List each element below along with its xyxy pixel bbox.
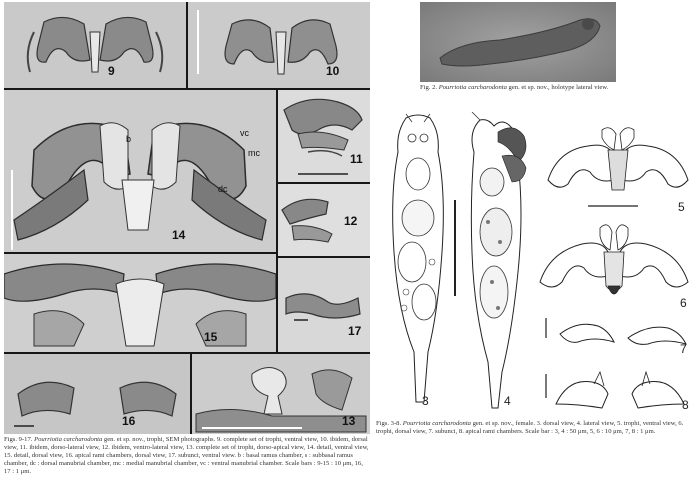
holotype-photo bbox=[420, 2, 616, 82]
caption-fig-2 bbox=[420, 84, 620, 92]
panel-label-11: 11 bbox=[350, 152, 363, 166]
drawing-label-7: 7 bbox=[680, 342, 687, 356]
sem-panel-17 bbox=[278, 258, 370, 352]
drawing-label-3: 3 bbox=[422, 394, 429, 408]
structure-label-vc: vc bbox=[240, 128, 249, 138]
sem-panel-10 bbox=[188, 2, 370, 88]
caption-right-prefix: Figs. 3-8. bbox=[376, 420, 402, 427]
caption-right-text: gen. et sp. nov., female. 3. dorsal view, 4. lateral view, 5. trophi, ventral view, 6. trophi, dorsal view, 7. subunci, 8. apical rami chambers. Scale bar : 3, 4 : 50 μm, 5, 6 : 10 μm, 7, 8 : 1 μm. bbox=[376, 420, 684, 435]
caption-prefix: Figs. 9-17. bbox=[4, 436, 33, 443]
sem-panel-11 bbox=[278, 90, 370, 182]
sem-panel-14 bbox=[4, 90, 276, 252]
drawing-fig-4 bbox=[458, 112, 538, 414]
caption-fig2-prefix: Fig. 2. bbox=[420, 84, 438, 91]
caption-genus: Pourriotia carcharodonta bbox=[34, 436, 103, 443]
sem-panel-13 bbox=[192, 354, 370, 434]
drawing-fig-7 bbox=[538, 312, 698, 364]
panel-label-14: 14 bbox=[172, 228, 186, 242]
panel-label-9: 9 bbox=[108, 64, 115, 78]
caption-fig2-genus: Pourriotia carcharodonta bbox=[438, 84, 507, 91]
caption-figs-3-8 bbox=[376, 420, 696, 436]
panel-label-13: 13 bbox=[342, 414, 356, 428]
drawing-fig-3 bbox=[376, 112, 460, 414]
structure-label-b: b bbox=[126, 134, 132, 144]
caption-figs-9-17 bbox=[4, 436, 370, 476]
sem-panel-12 bbox=[278, 184, 370, 256]
sem-panel-16 bbox=[4, 354, 190, 434]
drawing-fig-8 bbox=[538, 364, 698, 420]
caption-fig2-text: gen. et sp. nov., holotype lateral view. bbox=[506, 84, 609, 91]
drawing-label-6: 6 bbox=[680, 296, 687, 310]
structure-label-dc: dc bbox=[218, 184, 228, 194]
panel-label-10: 10 bbox=[326, 64, 340, 78]
panel-label-17: 17 bbox=[348, 324, 362, 338]
sem-panel-15 bbox=[4, 254, 276, 352]
sem-plate bbox=[4, 2, 370, 434]
drawing-label-5: 5 bbox=[678, 200, 685, 214]
drawing-label-8: 8 bbox=[682, 398, 689, 412]
panel-label-15: 15 bbox=[204, 330, 218, 344]
panel-label-12: 12 bbox=[344, 214, 358, 228]
scale-bar-3-4 bbox=[454, 200, 456, 296]
panel-label-16: 16 bbox=[122, 414, 136, 428]
structure-label-mc: mc bbox=[248, 148, 260, 158]
drawing-fig-6 bbox=[530, 212, 698, 308]
caption-text: gen. et sp. nov., trophi, SEM photographs. 9. complete set of trophi, ventral view, 10. ibidem, dorsal view, 11. ibidem, dorso-lateral view, 12. ibidem, ventro-lateral view, 13. complete set of trophi, dorso-apical view, 14. detail, ventral view, 15. detail, dorsal view, 16. apical rami chambers, dorsal view, 17. subunci, ventral view. b : basal ramus chamber, s : subbasal ramus chamber, dc : dorsal manubrial chamber, mc : medial manubrial chamber, vc : ventral manubrial chamber. Scale bars : 9-15 : 10 μm, 16, 17 : 1 μm. bbox=[4, 436, 369, 475]
caption-right-genus: Pourriotia carcharodonta bbox=[402, 420, 471, 427]
drawing-label-4: 4 bbox=[504, 394, 511, 408]
drawing-fig-5 bbox=[538, 120, 698, 212]
sem-panel-9 bbox=[4, 2, 186, 88]
